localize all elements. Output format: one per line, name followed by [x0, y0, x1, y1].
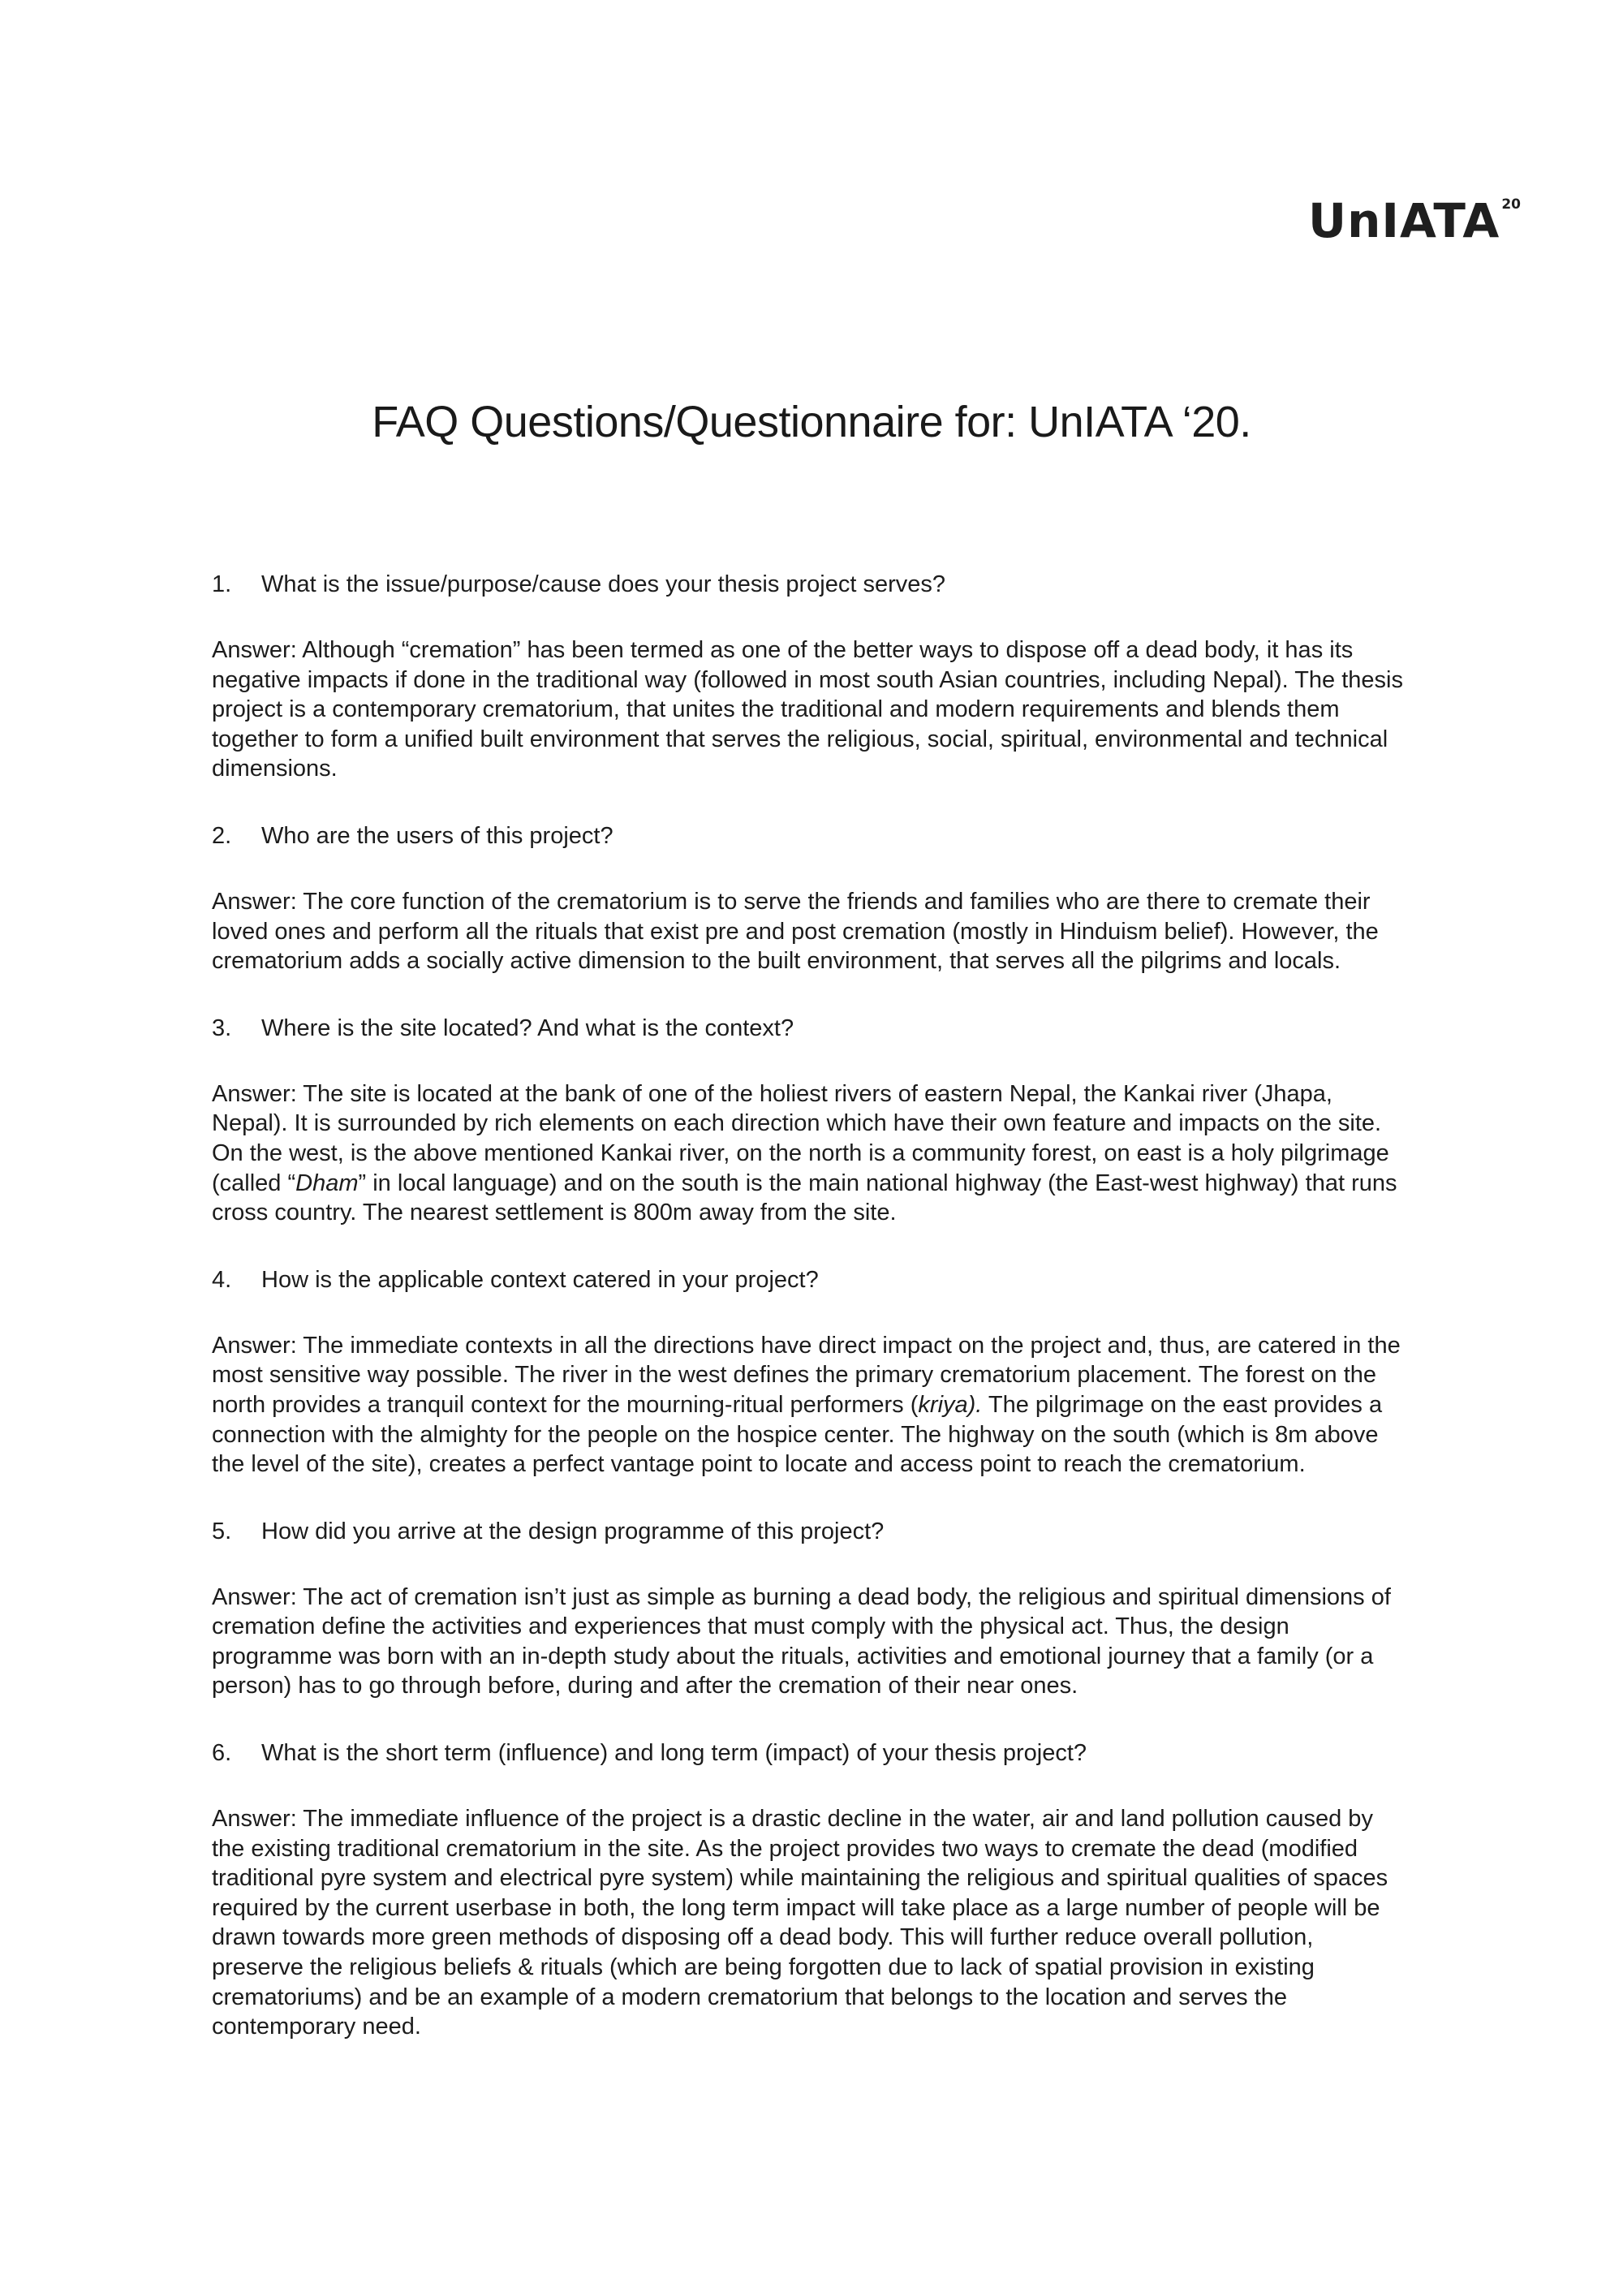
uniata-logo	[1308, 192, 1521, 250]
answer-text: Answer: Although “cremation” has been termed as one of the better ways to dispose off a dead body, it has its negative impacts if done in the traditional way (followed in most south Asian countries, including Nepal). The thesis project is a contemporary crematorium, that unites the traditional and modern requirements and blends them together to form a unified built environment that serves the religious, social, spiritual, environmental and technical dimensions.	[212, 637, 1403, 782]
question-number: 6.	[212, 1740, 232, 1767]
faq-item-3	[212, 1014, 1405, 1228]
answer-text: Answer: The act of cremation isn’t just as simple as burning a dead body, the religious and spiritual dimensions of cremation define the activities and experiences that must comply with the physical act. Thus, the design programme was born with an in-depth study about the rituals, activities and emotional journey that a family (or a person) has to go through before, during and after the cremation of their near ones.	[212, 1583, 1391, 1699]
faq-item-4	[212, 1265, 1405, 1480]
answer-text-end: The pilgrimage on the east provides a connection with the almighty for the people on the hospice center. The highway on the south (which is 8m above the level of the site), creates a perfect vantage point to locate and access point to reach the crematorium.	[212, 1391, 1383, 1478]
answer-text-start: Answer: The site is located at the bank of one of the holiest rivers of eastern Nepal, the Kankai river (Jhapa, Nepal). It is surrounded by rich elements on each direction which have their own feature and impacts on the site. On the west, is the above mentioned Kankai river, on the north is a community forest, on east is a holy pilgrimage (called “	[212, 1080, 1389, 1196]
logo-superscript: 20	[1501, 196, 1521, 213]
question-text: How is the applicable context catered in your project?	[261, 1266, 819, 1293]
question	[212, 821, 1405, 851]
question-text: What is the short term (influence) and long term (impact) of your thesis project?	[261, 1740, 1087, 1767]
question	[212, 1517, 1405, 1547]
answer-text: Answer: The immediate influence of the project is a drastic decline in the water, air and land pollution caused by the existing traditional crematorium in the site. As the project provides two ways to cremate the dead (modified traditional pyre system and electrical pyre system) while maintaining the religious and spiritual qualities of spaces required by the current userbase in both, the long term impact will take place as a large number of people will be drawn towards more green methods of disposing off a dead body. This will further reduce overall pollution, preserve the religious beliefs & rituals (which are being forgotten due to lack of spatial provision in existing crematoriums) and be an example of a modern crematorium that belongs to the location and serves the contemporary need.	[212, 1806, 1388, 2040]
question-number: 1.	[212, 571, 232, 597]
faq-item-2	[212, 821, 1405, 976]
faq-item-1	[212, 570, 1405, 784]
question-text: How did you arrive at the design programme of this project?	[261, 1518, 885, 1544]
question-number: 4.	[212, 1266, 232, 1293]
question-number: 3.	[212, 1014, 232, 1041]
answer-text: Answer: The core function of the crematorium is to serve the friends and families who are there to cremate their loved ones and perform all the rituals that exist pre and post cremation (mostly in Hinduism belief). However, the crematorium adds a socially active dimension to the built environment, that serves all the pilgrims and locals.	[212, 888, 1379, 975]
answer-text	[212, 1079, 1405, 1228]
question	[212, 1014, 1405, 1044]
answer-text-start: Answer: The immediate contexts in all the directions have direct impact on the project and, thus, are catered in the most sensitive way possible. The river in the west defines the primary crematorium placement. The forest on the north provides a tranquil context for the mourning-ritual performers (	[212, 1332, 1401, 1418]
question-text: What is the issue/purpose/cause does your thesis project serves?	[261, 571, 946, 597]
question-number: 5.	[212, 1518, 232, 1544]
question-text: Who are the users of this project?	[261, 822, 613, 849]
answer-italic-term: Dham	[295, 1170, 359, 1196]
answer-italic-term: kriya).	[918, 1391, 983, 1418]
question	[212, 1265, 1405, 1295]
logo-text: UnIATA	[1308, 193, 1500, 248]
faq-item-5	[212, 1517, 1405, 1701]
faq-list	[212, 570, 1405, 2079]
answer-text	[212, 1331, 1405, 1480]
question	[212, 570, 1405, 600]
faq-item-6	[212, 1738, 1405, 2042]
question-text: Where is the site located? And what is the context?	[261, 1014, 794, 1041]
page-title: FAQ Questions/Questionnaire for: UnIATA ‘20.	[372, 398, 1251, 446]
question	[212, 1738, 1405, 1768]
answer-text-end: ” in local language) and on the south is the main national highway (the East-west highway) that runs cross country. The nearest settlement is 800m away from the site.	[212, 1170, 1397, 1226]
question-number: 2.	[212, 822, 232, 849]
